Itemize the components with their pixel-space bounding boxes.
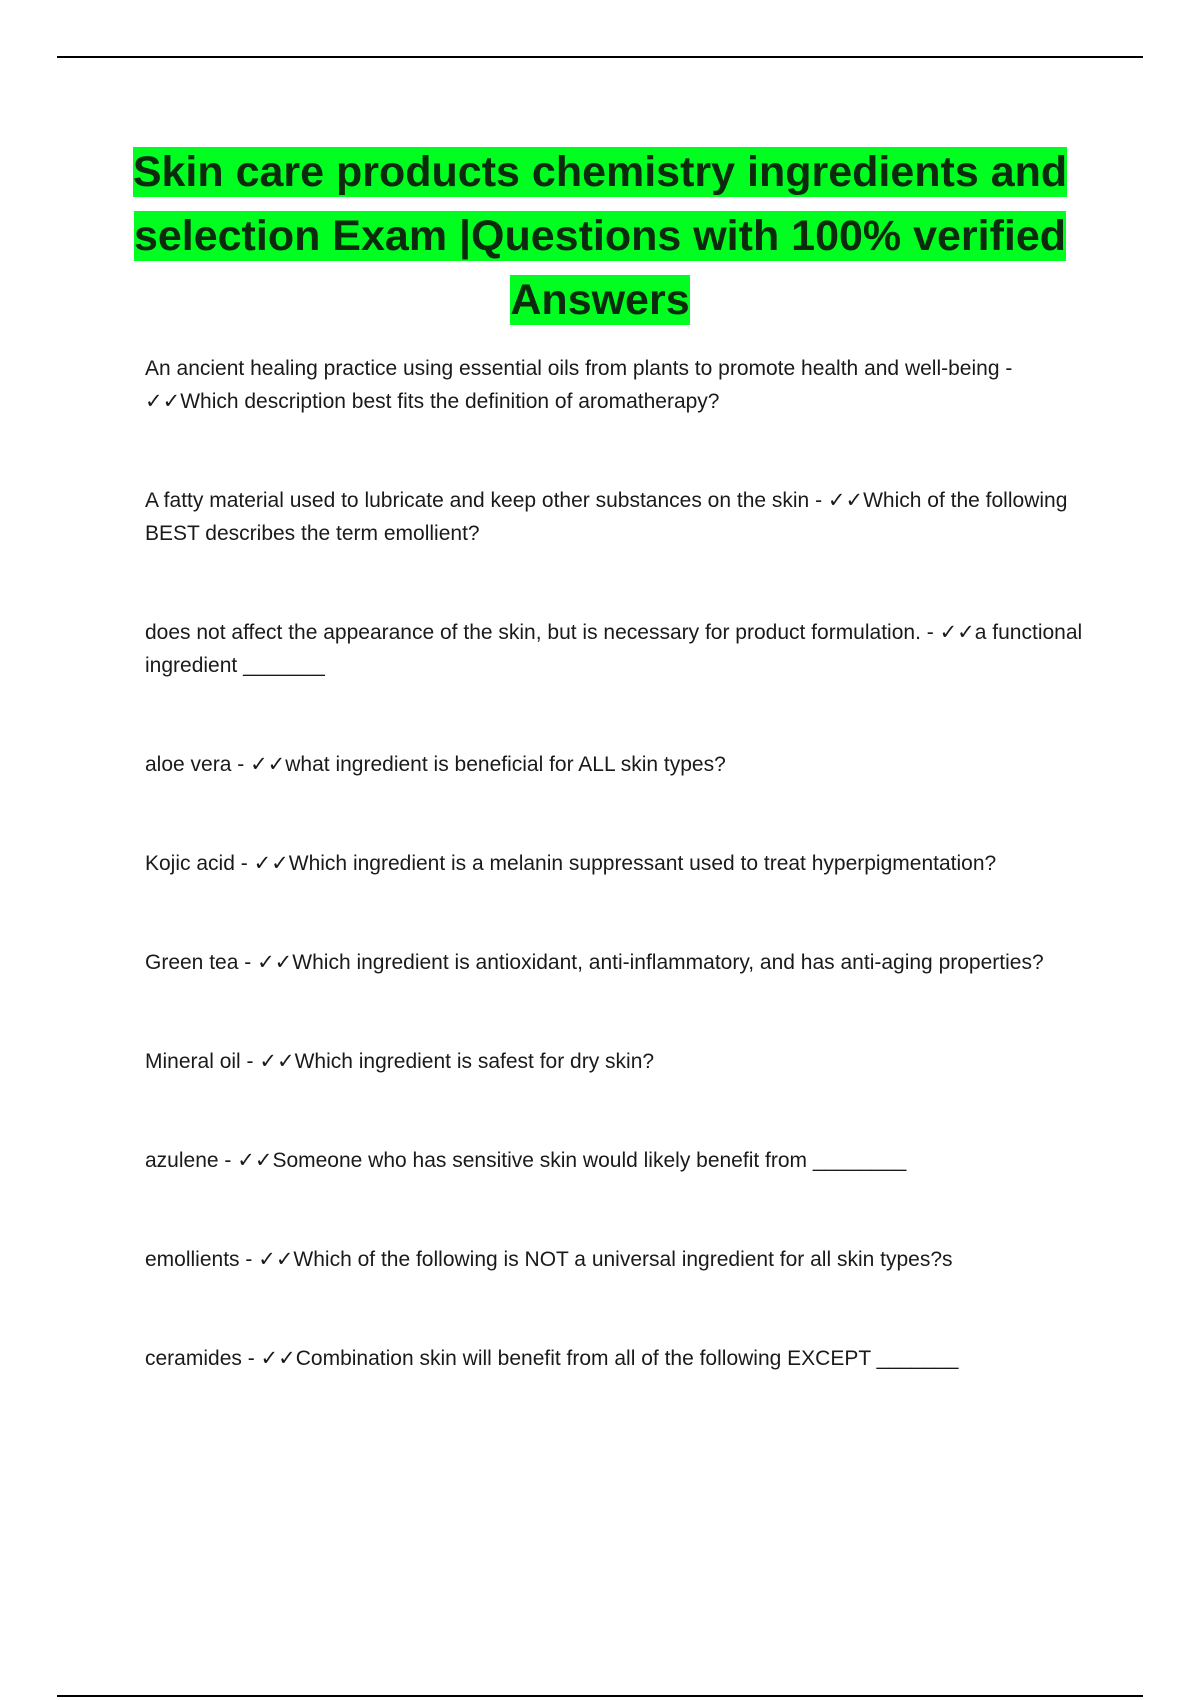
qa-list xyxy=(145,352,1085,1441)
separator: - xyxy=(241,1347,261,1370)
double-check-icon: ✓✓ xyxy=(253,852,289,875)
double-check-icon: ✓✓ xyxy=(257,951,293,974)
title-line: Answers xyxy=(510,276,690,324)
answer-text: A fatty material used to lubricate and keep other substances on the skin xyxy=(145,489,810,512)
separator: - xyxy=(231,753,251,776)
title-line: Skin care products chemistry ingredients and xyxy=(132,148,1068,196)
answer-text: ceramides xyxy=(145,1347,242,1370)
double-check-icon: ✓✓ xyxy=(237,1149,273,1172)
question-text: a functional ingredient _______ xyxy=(145,621,1083,677)
qa-item xyxy=(145,1342,1085,1375)
answer-text: An ancient healing practice using essential oils from plants to promote health and well-being xyxy=(145,357,1000,380)
double-check-icon: ✓✓ xyxy=(250,753,286,776)
answer-text: aloe vera xyxy=(145,753,232,776)
separator: - xyxy=(239,1248,259,1271)
question-text: Which ingredient is a melanin suppressant used to treat hyperpigmentation? xyxy=(288,852,997,875)
bottom-rule xyxy=(57,1695,1143,1697)
answer-text: emollients xyxy=(145,1248,240,1271)
answer-text: Green tea xyxy=(145,951,239,974)
double-check-icon: ✓✓ xyxy=(827,489,864,512)
qa-item xyxy=(145,1045,1085,1078)
question-text: Which of the following is NOT a universal ingredient for all skin types?s xyxy=(293,1248,953,1271)
qa-item xyxy=(145,748,1085,781)
qa-item xyxy=(145,484,1085,550)
separator: - xyxy=(234,852,254,875)
separator: - xyxy=(809,489,828,512)
question-text: Which of the following BEST describes the term emollient? xyxy=(145,489,1068,545)
double-check-icon: ✓✓ xyxy=(258,1248,294,1271)
qa-item xyxy=(145,1243,1085,1276)
answer-text: does not affect the appearance of the skin, but is necessary for product formulation. xyxy=(145,621,921,644)
qa-item xyxy=(145,847,1085,880)
top-rule xyxy=(57,56,1143,58)
qa-item xyxy=(145,1144,1085,1177)
question-text: Which ingredient is safest for dry skin? xyxy=(294,1050,655,1073)
qa-item xyxy=(145,616,1085,682)
qa-item xyxy=(145,352,1085,418)
question-text: Combination skin will benefit from all of the following EXCEPT _______ xyxy=(295,1347,959,1370)
question-text: Which description best fits the definition of aromatherapy? xyxy=(180,390,720,413)
title-line: selection Exam |Questions with 100% verified xyxy=(133,212,1067,260)
question-text: what ingredient is beneficial for ALL skin types? xyxy=(285,753,726,776)
answer-text: azulene xyxy=(145,1149,219,1172)
question-text: Which ingredient is antioxidant, anti-inflammatory, and has anti-aging properties? xyxy=(292,951,1044,974)
separator: - xyxy=(218,1149,238,1172)
double-check-icon: ✓✓ xyxy=(259,1050,295,1073)
separator: - xyxy=(238,951,258,974)
double-check-icon: ✓✓ xyxy=(260,1347,296,1370)
double-check-icon: ✓✓ xyxy=(939,621,975,644)
question-text: Someone who has sensitive skin would likely benefit from ________ xyxy=(272,1149,907,1172)
qa-item xyxy=(145,946,1085,979)
separator: - xyxy=(999,357,1013,380)
answer-text: Kojic acid xyxy=(145,852,235,875)
page-title xyxy=(100,140,1100,332)
double-check-icon: ✓✓ xyxy=(145,390,181,413)
separator: - xyxy=(240,1050,260,1073)
separator: - xyxy=(920,621,940,644)
answer-text: Mineral oil xyxy=(145,1050,241,1073)
